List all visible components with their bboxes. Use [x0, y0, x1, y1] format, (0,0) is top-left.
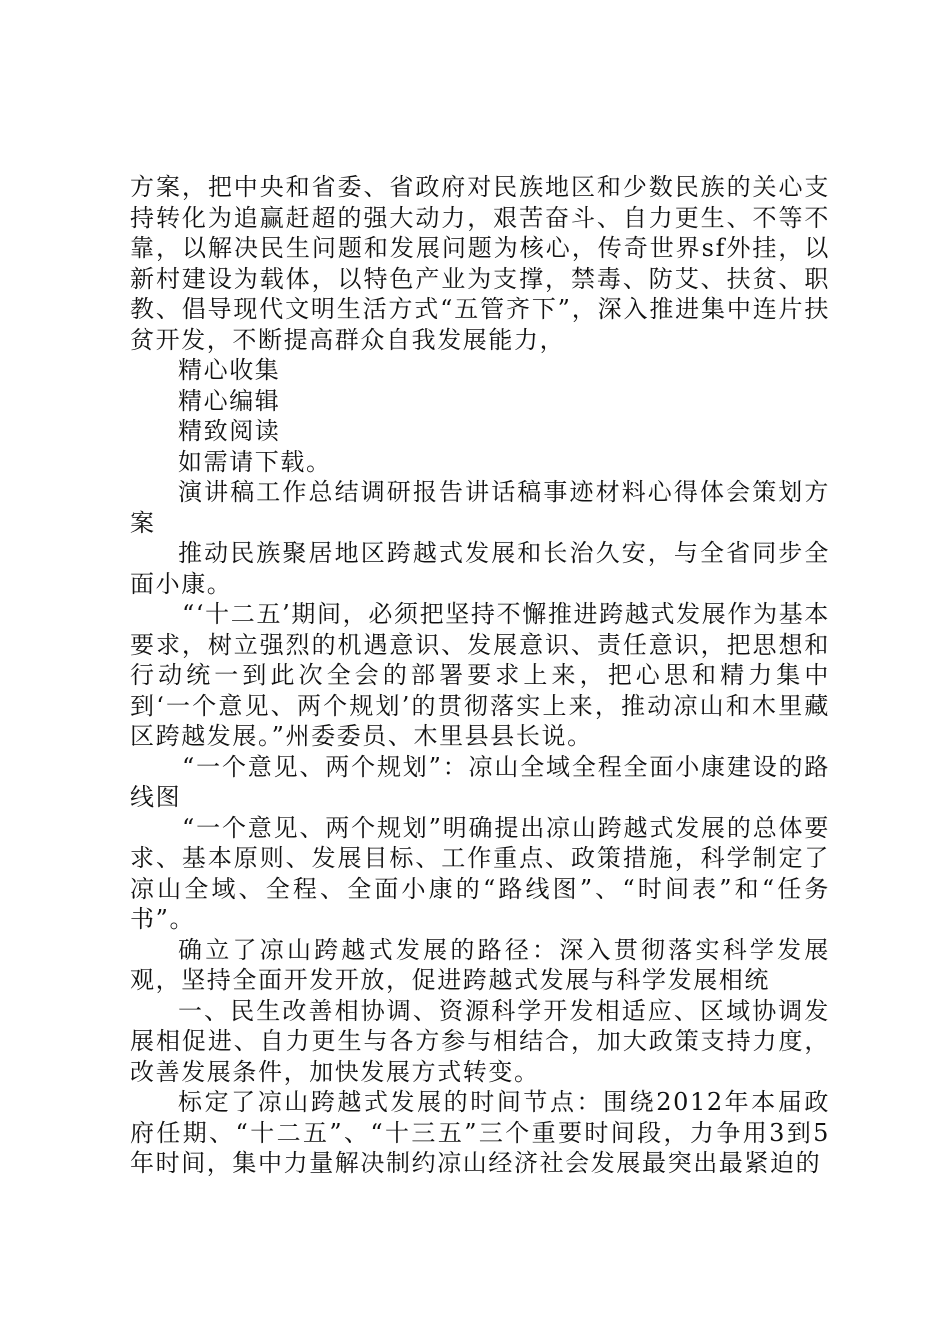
paragraph-13: 标定了凉山跨越式发展的时间节点：围绕2012年本届政府任期、“十二五”、“十三五”三个重要时间段，力争用3到5年时间，集中力量解决制约凉山经济社会发展最突出最紧迫的 [130, 1088, 830, 1177]
paragraph-1: 方案，把中央和省委、省政府对民族地区和少数民族的关心支持转化为追赢赶超的强大动力，艰苦奋斗、自力更生、不等不靠，以解决民生问题和发展问题为核心，传奇世界sf外挂，以新村建设为载体，以特色产业为支撑，禁毒、防艾、扶贫、职教、倡导现代文明生活方式“五管齐下”，深入推进集中连片扶贫开发，不断提高群众自我发展能力， [130, 173, 830, 354]
paragraph-10: “一个意见、两个规划”明确提出凉山跨越式发展的总体要求、基本原则、发展目标、工作重点、政策措施，科学制定了凉山全域、全程、全面小康的“路线图”、“时间表”和“任务书”。 [130, 813, 830, 933]
paragraph-3: 精心编辑 [178, 386, 281, 415]
paragraph-12: 一、民生改善相协调、资源科学开发相适应、区域协调发展相促进、自力更生与各方参与相结合，加大政策支持力度，改善发展条件，加快发展方式转变。 [130, 996, 830, 1086]
paragraph-7: 推动民族聚居地区跨越式发展和长治久安，与全省同步全面小康。 [130, 539, 830, 598]
paragraph-6: 演讲稿工作总结调研报告讲话稿事迹材料心得体会策划方案 [130, 478, 830, 537]
paragraph-4: 精致阅读 [178, 417, 281, 445]
paragraph-2: 精心收集 [178, 356, 281, 384]
paragraph-5: 如需请下载。 [178, 447, 332, 476]
paragraph-9: “一个意见、两个规划”：凉山全域全程全面小康建设的路线图 [130, 752, 830, 811]
paragraph-8: “‘十二五’期间，必须把坚持不懈推进跨越式发展作为基本要求，树立强烈的机遇意识、发展意识、责任意识，把思想和行动统一到此次全会的部署要求上来，把心思和精力集中到‘一个意见、两个规划’的贯彻落实上来，推动凉山和木里藏区跨越发展。”州委委员、木里县县长说。 [130, 600, 830, 750]
paragraph-11: 确立了凉山跨越式发展的路径：深入贯彻落实科学发展观，坚持全面开发开放，促进跨越式发展与科学发展相统 [130, 935, 830, 994]
document-page [130, 172, 830, 1179]
